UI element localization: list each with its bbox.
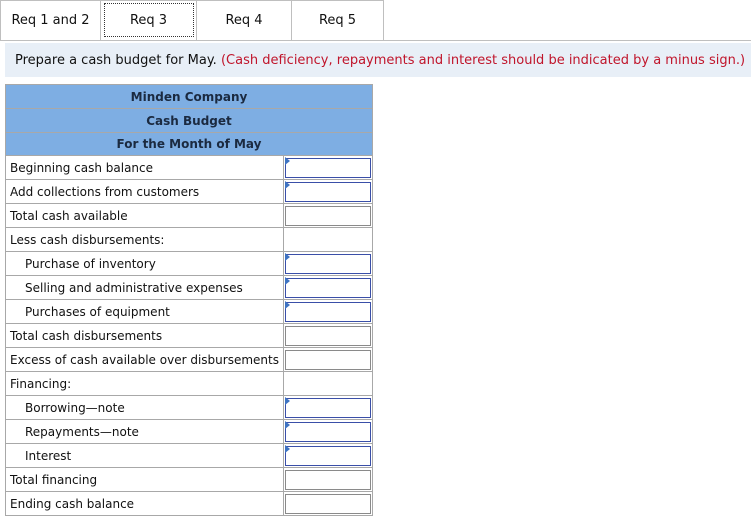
tab-req-5[interactable]: [292, 0, 384, 40]
input-flag-icon: [285, 157, 290, 165]
row-label: Beginning cash balance: [5, 156, 283, 180]
table-row: [5, 324, 373, 348]
tab-divider: [0, 40, 751, 41]
input-flag-icon: [285, 301, 290, 309]
tab-req-3[interactable]: [101, 0, 197, 40]
row-label: Less cash disbursements:: [5, 228, 283, 252]
collections-input[interactable]: [285, 182, 371, 202]
table-row: [5, 300, 373, 324]
table-row: [5, 156, 373, 180]
input-flag-icon: [285, 181, 290, 189]
row-label: Total cash available: [5, 204, 283, 228]
table-row: [5, 492, 373, 516]
row-label: Interest: [5, 444, 283, 468]
row-label: Financing:: [5, 372, 283, 396]
table-row: [5, 228, 373, 252]
table-row: [5, 468, 373, 492]
table-row: [5, 396, 373, 420]
instruction-text: Prepare a cash budget for May.: [15, 52, 217, 68]
table-row: [5, 348, 373, 372]
tab-label: Req 1 and 2: [11, 13, 90, 28]
table-row: [5, 372, 373, 396]
row-label: Total cash disbursements: [5, 324, 283, 348]
budget-period: For the Month of May: [5, 132, 373, 156]
input-flag-icon: [285, 277, 290, 285]
total-financing-input[interactable]: [285, 470, 371, 490]
instruction-note: (Cash deficiency, repayments and interest should be indicated by a minus sign.): [220, 52, 746, 68]
excess-cash-input[interactable]: [285, 350, 371, 370]
row-label: Add collections from customers: [5, 180, 283, 204]
row-label: Ending cash balance: [5, 492, 283, 516]
cash-budget-table: [5, 84, 373, 516]
row-label: Purchases of equipment: [5, 300, 283, 324]
ending-cash-input[interactable]: [285, 494, 371, 514]
empty-cell: [283, 372, 373, 396]
input-flag-icon: [285, 421, 290, 429]
input-flag-icon: [285, 397, 290, 405]
row-label: Total financing: [5, 468, 283, 492]
tab-req-1-and-2[interactable]: [0, 0, 101, 40]
row-label: Selling and administrative expenses: [5, 276, 283, 300]
instruction-banner: [5, 43, 751, 77]
purchases-equipment-input[interactable]: [285, 302, 371, 322]
interest-input[interactable]: [285, 446, 371, 466]
empty-cell: [283, 228, 373, 252]
total-disbursements-input[interactable]: [285, 326, 371, 346]
total-cash-available-input[interactable]: [285, 206, 371, 226]
tab-label: Req 4: [225, 13, 263, 28]
borrowing-input[interactable]: [285, 398, 371, 418]
table-row: [5, 204, 373, 228]
row-label: Repayments—note: [5, 420, 283, 444]
purchase-inventory-input[interactable]: [285, 254, 371, 274]
row-label: Purchase of inventory: [5, 252, 283, 276]
tab-label: Req 3: [129, 13, 168, 28]
repayments-input[interactable]: [285, 422, 371, 442]
tab-label: Req 5: [318, 13, 357, 28]
tab-req-4[interactable]: [197, 0, 292, 40]
tab-bar: [0, 0, 384, 41]
table-row: [5, 252, 373, 276]
row-label: Borrowing—note: [5, 396, 283, 420]
input-flag-icon: [285, 253, 290, 261]
input-flag-icon: [285, 445, 290, 453]
beginning-cash-input[interactable]: [285, 158, 371, 178]
selling-admin-input[interactable]: [285, 278, 371, 298]
table-row: [5, 444, 373, 468]
table-row: [5, 276, 373, 300]
table-row: [5, 420, 373, 444]
budget-title: Cash Budget: [5, 108, 373, 132]
company-name: Minden Company: [5, 84, 373, 108]
row-label: Excess of cash available over disbursements: [5, 348, 283, 372]
table-row: [5, 180, 373, 204]
